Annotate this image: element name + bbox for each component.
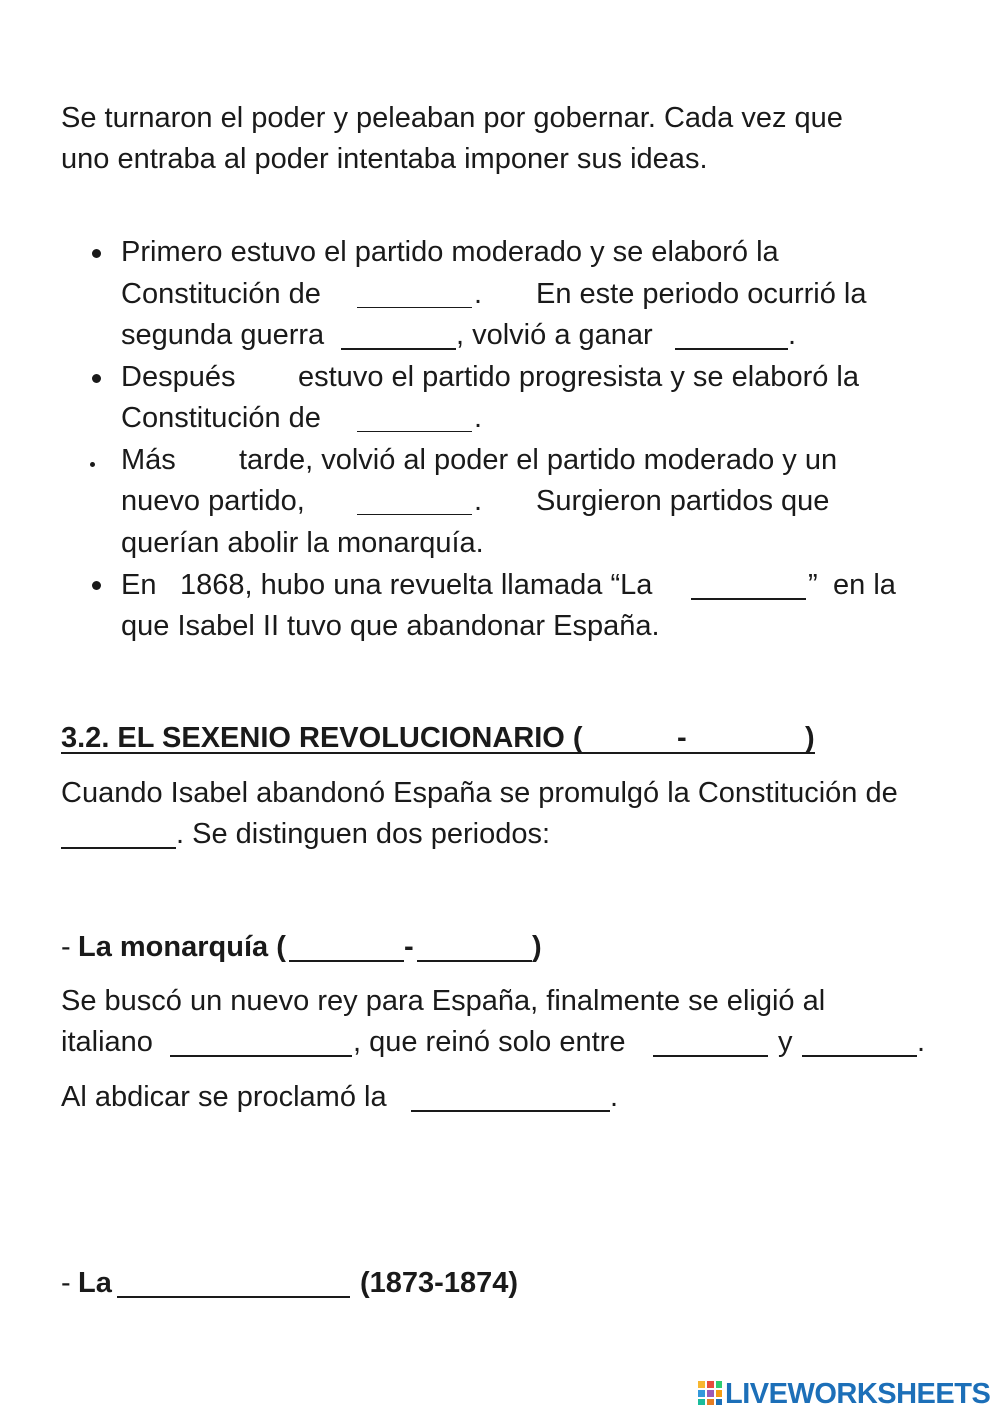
blank-constitucion-sexenio[interactable] [61,847,176,849]
bullet-1-line-3b: , volvió a ganar [456,319,653,351]
blank-guerra[interactable] [341,348,456,350]
monarquia-title-dash: - [404,931,414,963]
bullet-1-line-2b: . [474,278,483,310]
monarquia-line-3a: Al abdicar se proclamó la [61,1081,387,1113]
liveworksheets-logo-icon [697,1380,723,1406]
bullet-2-line-2a: Constitución de [121,402,321,434]
bullet-1-line-3c: . [788,319,797,351]
bullet-2-line-1a: Después [121,361,236,393]
blank-revuelta[interactable] [691,598,806,600]
bullet-dot [92,374,101,383]
monarquia-line-2c: y [778,1026,793,1058]
bullet-3-line-2a: nuevo partido, [121,485,305,517]
monarquia-dash: - [61,931,71,963]
monarquia-title-close: ) [532,931,542,963]
bullet-dot-small [90,462,95,467]
intro-line-1: Se turnaron el poder y peleaban por gobernar. Cada vez que [61,102,843,134]
republica-dash: - [61,1267,71,1299]
bullet-3-line-1a: Más [121,444,176,476]
liveworksheets-logo-text: LIVEWORKSHEETS [725,1378,991,1410]
heading-underline [61,752,815,754]
bullet-4-line-1a: En [121,569,157,601]
republica-title: La [78,1267,112,1299]
monarquia-line-2d: . [917,1026,926,1058]
section-heading-dash: - [677,722,687,754]
bullet-4-line-1b: 1868, hubo una revuelta llamada “La [180,569,653,601]
bullet-4-line-1d: en la [833,569,896,601]
blank-monarquia-end[interactable] [417,960,532,962]
bullet-3-line-1b: tarde, volvió al poder el partido moderado y un [239,444,838,476]
bullet-4-line-1c: ” [808,569,818,601]
intro-line-2: uno entraba al poder intentaba imponer sus ideas. [61,143,708,175]
bullet-3-line-2b: . [474,485,483,517]
republica-years: (1873-1874) [360,1267,518,1299]
bullet-1-line-2c: En este periodo ocurrió la [536,278,867,310]
monarquia-line-1: Se buscó un nuevo rey para España, finalmente se eligió al [61,985,826,1017]
section-paragraph-line-1: Cuando Isabel abandonó España se promulgó la Constitución de [61,777,898,809]
bullet-4-line-2: que Isabel II tuvo que abandonar España. [121,610,660,642]
blank-nuevo-partido[interactable] [357,514,472,515]
section-heading: 3.2. EL SEXENIO REVOLUCIONARIO ( [61,722,583,754]
bullet-1-line-2a: Constitución de [121,278,321,310]
monarquia-line-3b: . [610,1081,619,1113]
blank-rey-italiano[interactable] [170,1055,352,1057]
blank-reino-fin[interactable] [802,1055,917,1057]
bullet-2-line-1b: estuvo el partido progresista y se elaboró la [298,361,859,393]
bullet-3-line-2c: Surgieron partidos que [536,485,830,517]
blank-monarquia-start[interactable] [289,960,404,962]
bullet-3-line-3: querían abolir la monarquía. [121,527,484,559]
monarquia-line-2a: italiano [61,1026,153,1058]
bullet-dot [92,249,101,258]
blank-proclamo[interactable] [411,1110,610,1112]
monarquia-title: La monarquía ( [78,931,286,963]
bullet-2-line-2b: . [474,402,483,434]
blank-republica[interactable] [117,1296,350,1298]
section-heading-close: ) [805,722,815,754]
monarquia-line-2b: , que reinó solo entre [353,1026,626,1058]
bullet-1-line-1: Primero estuvo el partido moderado y se elaboró la [121,236,779,268]
blank-volvio-ganar[interactable] [675,348,788,350]
blank-reino-inicio[interactable] [653,1055,768,1057]
blank-constitucion-1[interactable] [357,307,472,308]
section-paragraph-line-2: . Se distinguen dos periodos: [176,818,551,850]
blank-constitucion-2[interactable] [357,431,472,432]
bullet-1-line-3a: segunda guerra [121,319,325,351]
bullet-dot [92,581,101,590]
